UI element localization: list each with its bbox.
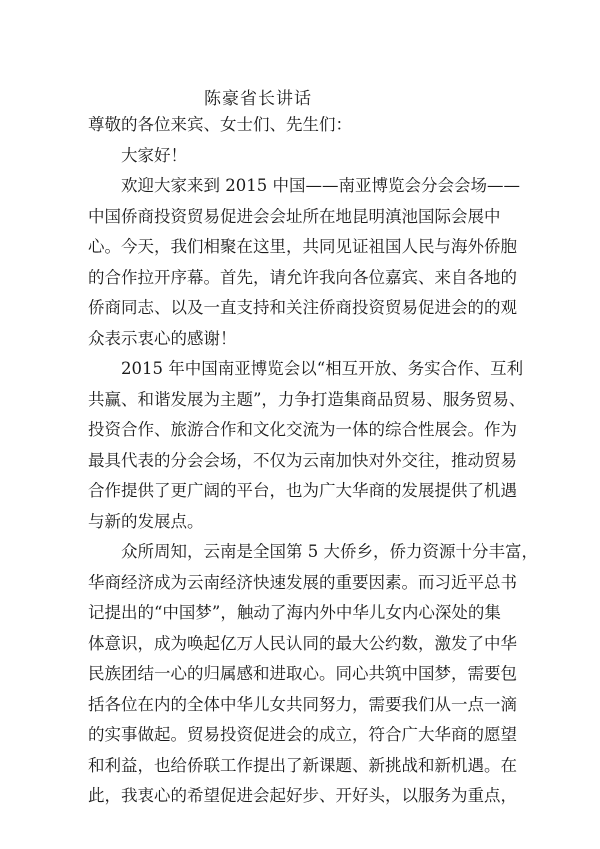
paragraph-1-line-3: 心。今天，我们相聚在这里，共同见证祖国人民与海外侨胞 (88, 237, 517, 256)
salutation-line: 尊敬的各位来宾、女士们、先生们： (88, 115, 352, 134)
paragraph-1-line-5: 侨商同志、以及一直支持和关注侨商投资贸易促进会的的观 (88, 298, 517, 317)
paragraph-1-line-6: 众表示衷心的感谢！ (88, 328, 237, 348)
paragraph-2-line-6: 与新的发展点。 (88, 511, 204, 531)
paragraph-3-line-1: 众所周知，云南是全国第 5 大侨乡，侨力资源十分丰富， (121, 542, 538, 561)
paragraph-3-line-3: 记提出的“中国梦”，触动了海内外中华儿女内心深处的集 (88, 603, 501, 622)
paragraph-2-line-3: 投资合作、旅游合作和文化交流为一体的综合性展会。作为 (88, 420, 517, 439)
greeting-line: 大家好！ (121, 145, 187, 165)
paragraph-1-line-1: 欢迎大家来到 2015 中国——南亚博览会分会会场—— (121, 176, 520, 195)
paragraph-2-line-2: 共赢、和谐发展为主题”，力争打造集商品贸易、服务贸易、 (88, 389, 526, 409)
speech-title: 陈豪省长讲话 (204, 89, 312, 109)
paragraph-3-line-7: 的实事做起。贸易投资促进会的成立，符合广大华商的愿望 (88, 725, 517, 744)
paragraph-3-line-4: 体意识，成为唤起亿万人民认同的最大公约数，激发了中华 (88, 633, 517, 653)
paragraph-3-line-9: 此，我衷心的希望促进会起好步、开好头，以服务为重点， (88, 786, 517, 805)
paragraph-3-line-5: 民族团结一心的归属感和进取心。同心共筑中国梦，需要包 (88, 664, 517, 683)
paragraph-3-line-8: 和利益，也给侨联工作提出了新课题、新挑战和新机遇。在 (88, 755, 517, 775)
paragraph-3-line-2: 华商经济成为云南经济快速发展的重要因素。而习近平总书 (88, 572, 517, 592)
paragraph-3-line-6: 括各位在内的全体中华儿女共同努力，需要我们从一点一滴 (88, 694, 517, 714)
paragraph-1-line-4: 的合作拉开序幕。首先，请允许我向各位嘉宾、来自各地的 (88, 267, 517, 287)
paragraph-1-line-2: 中国侨商投资贸易促进会会址所在地昆明滇池国际会展中 (88, 206, 501, 226)
paragraph-2-line-4: 最具代表的分会会场，不仅为云南加快对外交往，推动贸易 (88, 450, 517, 470)
speech-body (88, 110, 538, 812)
paragraph-2-line-1: 2015 年中国南亚博览会以“相互开放、务实合作、互利 (121, 359, 524, 378)
paragraph-2-line-5: 合作提供了更广阔的平台，也为广大华商的发展提供了机遇 (88, 481, 517, 500)
